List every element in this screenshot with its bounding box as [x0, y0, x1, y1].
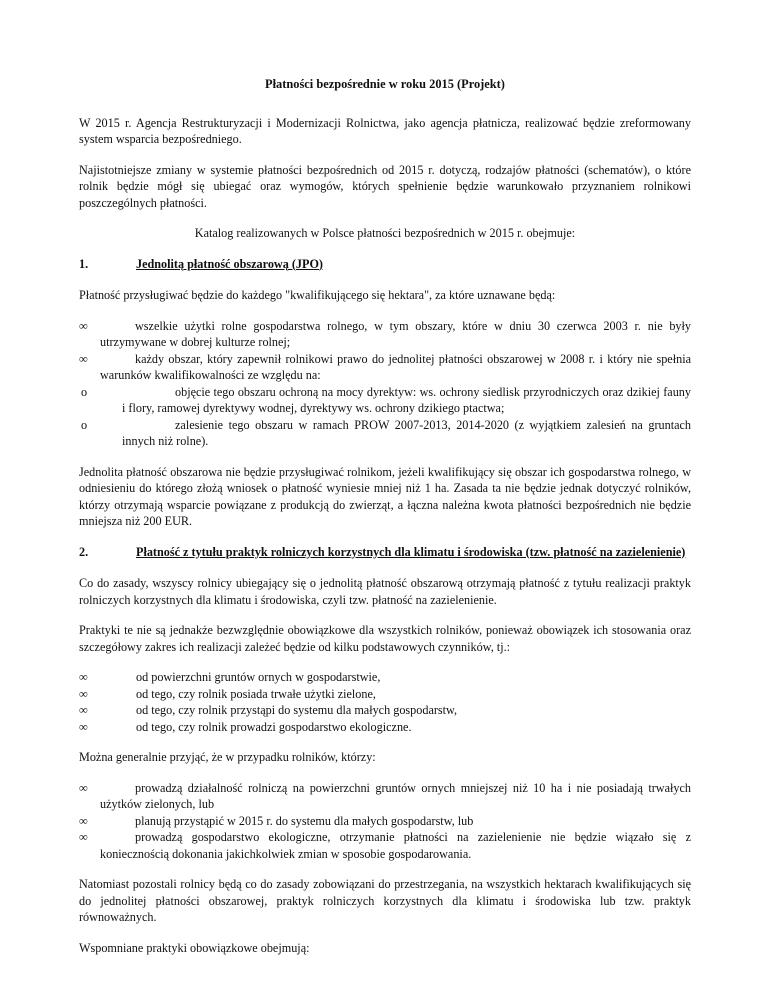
sub-list-item	[79, 417, 691, 450]
document-title: Płatności bezpośrednie w roku 2015 (Projekt)	[265, 77, 505, 91]
list-item-text: wszelkie użytki rolne gospodarstwa rolnego, w tym obszary, które w dniu 30 czerwca 2003 r. nie były utrzymywane w dobrej kulturze rolnej;	[100, 318, 691, 349]
list-item	[79, 702, 691, 719]
intro-paragraph: W 2015 r. Agencja Restrukturyzacji i Modernizacji Rolnictwa, jako agencja płatnicza, realizować będzie zreformowany system wsparcia bezpośredniego.	[79, 115, 691, 146]
circle-bullet-icon: o	[81, 384, 88, 399]
sub-list-item-text: objęcie tego obszaru ochroną na mocy dyrektyw: ws. ochrony siedlisk przyrodniczych oraz dzikiej fauny i flory, ramowej dyrektywy wodnej, dyrektywy ws. ochrony dzikiego ptactwa;	[122, 384, 691, 415]
hectare-criteria-list	[79, 318, 691, 450]
list-item	[79, 351, 691, 384]
section-2-number: 2.	[79, 544, 89, 559]
factors-list	[79, 669, 691, 735]
infinity-bullet-icon: ∞	[79, 830, 88, 844]
list-item-text: od tego, czy rolnik posiada trwałe użytki zielone,	[136, 686, 376, 701]
infinity-bullet-icon: ∞	[79, 686, 88, 701]
section-1-title: Jednolitą płatność obszarową (JPO)	[136, 256, 323, 271]
list-item	[79, 813, 691, 830]
infinity-bullet-icon: ∞	[79, 813, 88, 828]
circle-bullet-icon: o	[81, 417, 88, 432]
sub-list-item	[79, 384, 691, 417]
infinity-bullet-icon: ∞	[79, 318, 88, 333]
list-item-text: prowadzą gospodarstwo ekologiczne, otrzymanie płatności na zazielenienie nie będzie wiązało się z koniecznością dokonania jakichkolwiek zmian w sposobie gospodarowania.	[100, 830, 691, 861]
list-item	[79, 669, 691, 686]
section-2-paragraph-1: Co do zasady, wszyscy rolnicy ubiegający się o jednolitą płatność obszarową otrzymają płatność z tytułu realizacji praktyk rolniczych korzystnych dla klimatu i środowiska, czyli tzw. płatność na zazielenienie.	[79, 576, 691, 607]
list-item-text: prowadzą działalność rolniczą na powierzchni gruntów ornych mniejszej niż 10 ha i nie posiadają trwałych użytków zielonych, lub	[100, 780, 691, 811]
sub-list-item-text: zalesienie tego obszaru w ramach PROW 2007-2013, 2014-2020 (z wyjątkiem zalesień na gruntach innych niż rolne).	[122, 417, 691, 448]
section-2-heading	[79, 544, 691, 561]
section-1-number: 1.	[79, 256, 89, 271]
list-item	[79, 780, 691, 813]
list-item	[79, 686, 691, 703]
section-2-paragraph-2: Praktyki te nie są jednakże bezwzględnie obowiązkowe dla wszystkich rolników, ponieważ obowiązek ich stosowania oraz szczegółowy zakres ich realizacji zależeć będzie od kilku podstawowych czynników, tj.:	[79, 623, 691, 654]
list-item	[79, 829, 691, 862]
infinity-bullet-icon: ∞	[79, 703, 88, 717]
farmer-conditions-list	[79, 780, 691, 863]
infinity-bullet-icon: ∞	[79, 670, 88, 684]
section-2-paragraph-5: Wspomniane praktyki obowiązkowe obejmują:	[79, 940, 310, 955]
section-1-heading	[79, 256, 691, 273]
section-2-paragraph-4: Natomiast pozostali rolnicy będą co do zasady zobowiązani do przestrzegania, na wszystkich hektarach kwalifikujących się do jednolitej płatności obszarowej, praktyk rolniczych korzystnych dla klimatu i środowiska lub tzw. praktyk równoważnych.	[79, 877, 691, 924]
document-page	[79, 76, 691, 970]
list-item	[79, 719, 691, 736]
changes-paragraph: Najistotniejsze zmiany w systemie płatności bezpośrednich od 2015 r. dotyczą, rodzajów płatności (schematów), o które rolnik będzie mógł się ubiegać oraz wymogów, których spełnienie będzie warunkowało przyznaniem rolnikowi poszczególnych płatności.	[79, 162, 691, 210]
section-1-lead: Płatność przysługiwać będzie do każdego "kwalifikującego się hektara", za które uznawane będą:	[79, 288, 556, 302]
list-item	[79, 318, 691, 351]
infinity-bullet-icon: ∞	[79, 351, 88, 366]
list-item-text: każdy obszar, który zapewnił rolnikowi prawo do jednolitej płatności obszarowej w 2008 r. i który nie spełnia warunków kwalifikowalności ze względu na:	[100, 351, 691, 382]
list-item-text: planują przystąpić w 2015 r. do systemu dla małych gospodarstw, lub	[135, 813, 474, 828]
section-1-closing: Jednolita płatność obszarowa nie będzie przysługiwać rolnikom, jeżeli kwalifikujący się obszar ich gospodarstwa rolnego, w odniesieniu do którego złożą wniosek o płatność wyniesie mniej niż 1 ha. Zasada ta nie będzie jednak dotyczyć rolników, którzy otrzymają wsparcie powiązane z produkcją do zwierząt, a łączna należna kwota płatności bezpośrednich nie będzie mniejsza niż 200 EUR.	[79, 464, 691, 528]
list-item-text: od tego, czy rolnik przystąpi do systemu dla małych gospodarstw,	[136, 703, 458, 717]
section-2-paragraph-3: Można generalnie przyjąć, że w przypadku rolników, którzy:	[79, 750, 376, 764]
list-item-text: od powierzchni gruntów ornych w gospodarstwie,	[136, 670, 381, 684]
infinity-bullet-icon: ∞	[79, 780, 88, 795]
infinity-bullet-icon: ∞	[79, 719, 88, 734]
list-item-text: od tego, czy rolnik prowadzi gospodarstwo ekologiczne.	[136, 719, 412, 734]
section-2-title: Płatność z tytułu praktyk rolniczych korzystnych dla klimatu i środowiska (tzw. płatność na zazielenienie)	[136, 544, 686, 559]
catalog-paragraph: Katalog realizowanych w Polsce płatności bezpośrednich w 2015 r. obejmuje:	[194, 226, 576, 240]
